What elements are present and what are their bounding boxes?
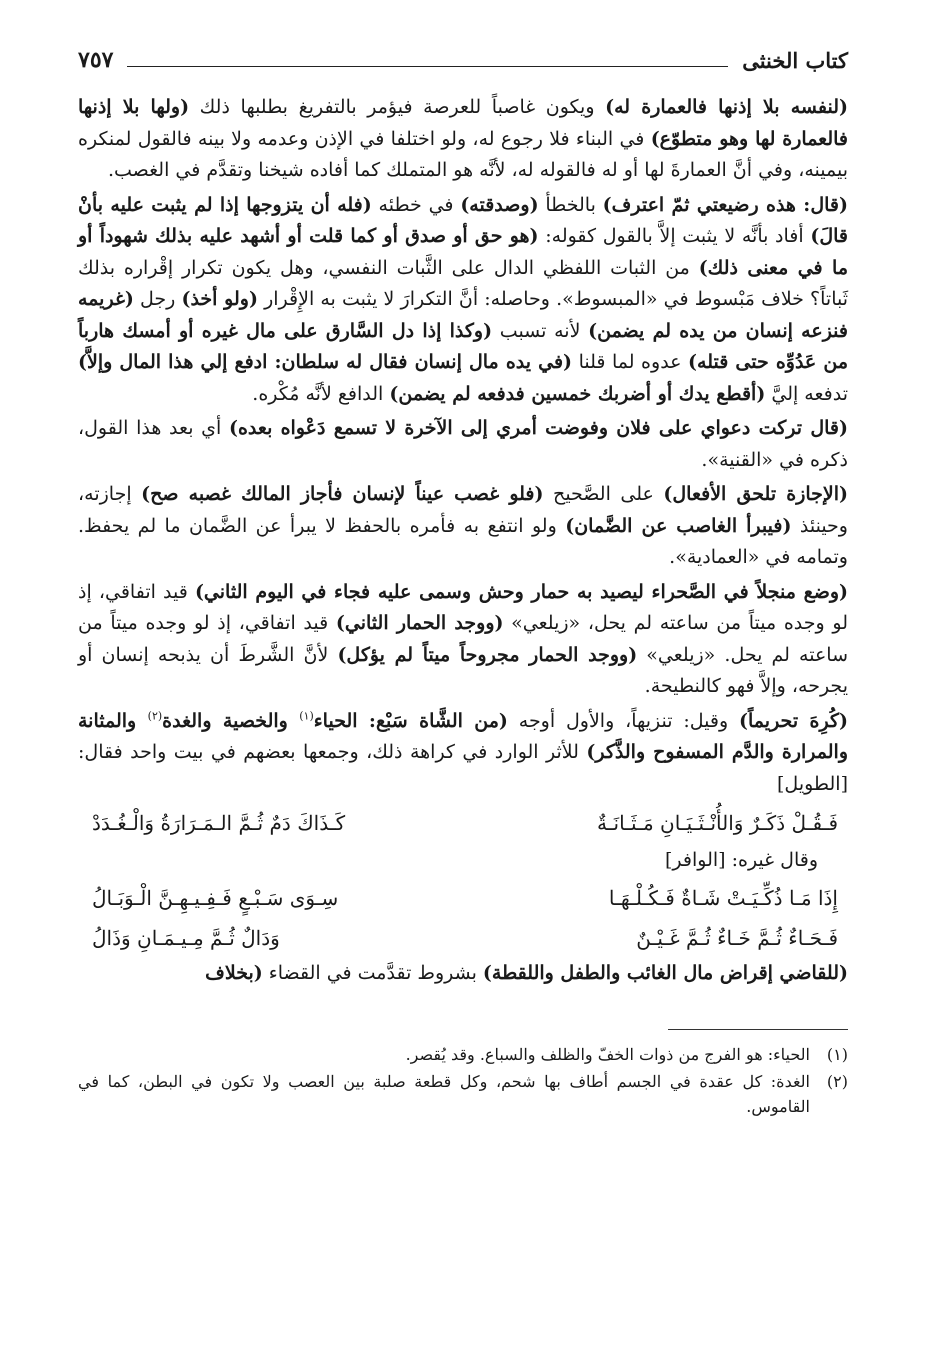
verse-intro: وقال غيره: [الوافر] bbox=[665, 849, 818, 871]
matn-text: والمثانة والمرارة والدَّم المسفوح والذَّكر) bbox=[78, 709, 848, 763]
footnote-number: (١) bbox=[826, 1044, 848, 1064]
matn-text: (الإجازة تلحق الأفعال) bbox=[663, 483, 849, 505]
footnote bbox=[78, 1069, 848, 1119]
commentary-text: لأنَّ الشَّرطَ أن يذبحه إنسان أو يجرحه، وإلاَّ فهو كالنطيحة. bbox=[78, 643, 848, 697]
footnote bbox=[78, 1042, 848, 1067]
matn-text: (قال: هذه رضيعتي ثمّ اعترف) bbox=[602, 193, 848, 216]
footnotes bbox=[78, 1042, 848, 1119]
verse-hemistich-1: فَـقُـلْ ذَكَـرٌ وَالأُنْـثَـيَـانِ مَـثَـانَـةٌ bbox=[596, 811, 838, 835]
book-title: كتاب الخنثى bbox=[742, 47, 848, 73]
commentary-text: رجل bbox=[133, 288, 182, 310]
matn-text: (قال تركت دعواي على فلان وفوضت أمري إلى الآخرة لا تسمع دَعْواه بعده) bbox=[228, 417, 848, 439]
matn-text: (للقاضي إقراض مال الغائب والطفل واللقطة) bbox=[482, 962, 848, 984]
commentary-text: لأنه تسبب bbox=[492, 319, 589, 342]
verse-line bbox=[78, 803, 848, 843]
matn-text: (لنفسه بلا إذنها فالعمارة له) bbox=[605, 96, 848, 118]
paragraphs bbox=[78, 92, 848, 800]
matn-text: (كُرِهَ تحريماً) bbox=[739, 709, 848, 732]
verse-hemistich-1: فَـحَـاءٌ ثُـمَّ خَـاءٌ ثُـمَّ غَـيْـنٌ bbox=[636, 926, 838, 950]
paragraph bbox=[78, 577, 848, 703]
commentary-text: قيد اتفاقي، إذ لو وجده ميتاً من ساعته لم يحل. «زيلعي» bbox=[78, 612, 849, 666]
footnote-number: (٢) bbox=[826, 1071, 848, 1091]
commentary-text: ولو انتفع به فأمره بالحفظ لا يبرأ عن الضَّمان ما لم يحفظ. وتمامه في «العمادية». bbox=[78, 514, 848, 568]
matn-text: (فلو غصب عيناً لإنسان فأجاز المالك غصبه صح) bbox=[141, 483, 544, 505]
commentary-text: الدافع لأنَّه مُكْره. bbox=[252, 382, 390, 405]
commentary-text: قيد اتفاقي، إذ لو وجده ميتاً من ساعته لم يحل، «زيلعي» bbox=[78, 580, 848, 634]
paragraph bbox=[78, 706, 848, 801]
paragraph bbox=[78, 413, 848, 476]
verse-hemistich-1: إِذَا مَـا ذُكِّـيَـتْ شَـاةٌ فَـكُـلْـهَـا bbox=[608, 886, 838, 910]
footnote-separator-wrap bbox=[78, 993, 848, 1042]
commentary-text: أفاد بأنَّه لا يثبت إلاَّ بالقول كقوله: bbox=[538, 225, 811, 247]
footnote-ref: (٢) bbox=[147, 709, 163, 723]
matn-text: (وكذا إذا دل السَّارق على مال غيره أو أمسك هارباً من عَدُوِّه حتى قتله) bbox=[78, 319, 848, 373]
matn-text: (فله أن يتزوجها إذا لم يثبت عليه بأنْ قالَ) bbox=[78, 193, 849, 247]
commentary-text: من الثبات اللفظي الدال على الثَّبات النفسي، وهل يكون تكرار إقْراره بذلك ثَباتاً؟ خلاف مَبْسوط في «المبسوط». وحاصله: أنَّ التكرارَ لا يثبت به الإِقْرار bbox=[78, 256, 849, 310]
matn-text: (من الشَّاة سَبْع: الحياء bbox=[313, 709, 508, 732]
commentary-text: بالخطأ bbox=[538, 193, 603, 216]
verse-line bbox=[78, 918, 848, 958]
matn-text: (ووجد الحمار الثاني) bbox=[335, 612, 504, 634]
verse-hemistich-2: كَـذَاكَ دَمٌ ثُـمَّ الـمَـرَارَةُ وَالْـغُـدَدْ bbox=[92, 811, 346, 835]
matn-text: (ولها بلا إذنها فالعمارة لها وهو متطوّع) bbox=[78, 96, 849, 150]
commentary-text: في خطئه bbox=[371, 193, 461, 216]
commentary-text: في البناء فلا رجوع له، ولو اختلفا في الإذن وعدمه ولا بينه فالقول لمنكره بيمينه، وفي أنَّ العمارةَ لها أو له فالقوله له، لأنَّه هو المتملك كما أفاده شيخنا وتقدَّم في الغصب. bbox=[78, 127, 848, 181]
commentary-text: بشروط تقدَّمت في القضاء bbox=[262, 962, 483, 984]
verse-line bbox=[78, 878, 848, 918]
paragraph bbox=[78, 190, 848, 411]
commentary-text: وقيل: تنزيهاً، والأول أوجه bbox=[507, 709, 740, 732]
matn-text: (هو حق أو صدق أو كما قلت أو أشهد عليه بذلك شهوداً أو ما في معنى ذلك) bbox=[78, 225, 848, 279]
document-page bbox=[78, 40, 848, 1340]
commentary-text: على الصَّحيح bbox=[543, 483, 664, 505]
matn-text: (بخلاف bbox=[205, 962, 263, 984]
footnote-ref: (١) bbox=[299, 709, 314, 723]
commentary-text: ويكون غاصباً للعرصة فيؤمر بالتفريغ بطلبها ذلك bbox=[189, 96, 606, 118]
paragraph bbox=[78, 479, 848, 574]
matn-text: (ولو أخذ) bbox=[181, 288, 258, 310]
paragraph bbox=[78, 92, 848, 187]
footnote-text: الحياء: هو الفرج من ذوات الخفّ والظلف والسباع. وقد يُقصر. bbox=[405, 1044, 810, 1064]
commentary-text: تدفعه إليَّ bbox=[765, 382, 848, 405]
page-header bbox=[78, 40, 848, 80]
matn-text: (وصدقته) bbox=[460, 193, 539, 216]
verse-hemistich-2: سِـوَى سَـبْـعٍ فَـفِـيـهِـنَّ الْـوَبَـالُ bbox=[92, 886, 339, 910]
matn-text: (وضع منجلاً في الصَّحراء ليصيد به حمار وحش وسمى عليه فجاء في اليوم الثاني) bbox=[194, 580, 848, 603]
matn-text: (فيبرأ الغاصب عن الضَّمان) bbox=[565, 514, 792, 537]
matn-text: (ووجد الحمار مجروحاً ميتاً لم يؤكل) bbox=[337, 643, 638, 666]
commentary-text: أي بعد هذا القول، ذكره في «القنية». bbox=[78, 417, 848, 471]
footnote-separator bbox=[668, 1029, 848, 1030]
commentary-text: للأثر الوارد في كراهة ذلك، وجمعها بعضهم في بيت واحد فقال: [الطويل] bbox=[78, 741, 848, 795]
commentary-text: عدوه لما قلنا bbox=[572, 351, 689, 373]
page-number: ٧٥٧ bbox=[78, 47, 114, 73]
verse-hemistich-2: وَدَالٌ ثُـمَّ مِـيـمَـانِ وَذَالُ bbox=[92, 926, 280, 950]
matn-text: والخصية والغدة bbox=[162, 709, 300, 732]
footnote-text: الغدة: كل عقدة في الجسم أطاف بها شحم، وكل قطعة صلبة بين العصب ولا تكون في البطن، كما في القاموس. bbox=[78, 1071, 811, 1116]
body-text bbox=[78, 92, 848, 990]
header-rule bbox=[127, 66, 728, 67]
matn-text: (أقطع يدك أو أضربك خمسين فدفعه لم يضمن) bbox=[389, 382, 766, 405]
closing-paragraph bbox=[78, 958, 848, 990]
commentary-text: إجازته، وحينئذ bbox=[78, 483, 848, 537]
matn-text: (غريمه فنزعه إنسان من يده لم يضمن) bbox=[78, 288, 848, 342]
matn-text: (في يده مال إنسان فقال له سلطان: ادفع إلي هذا المال وإلاَّ) bbox=[78, 351, 573, 373]
